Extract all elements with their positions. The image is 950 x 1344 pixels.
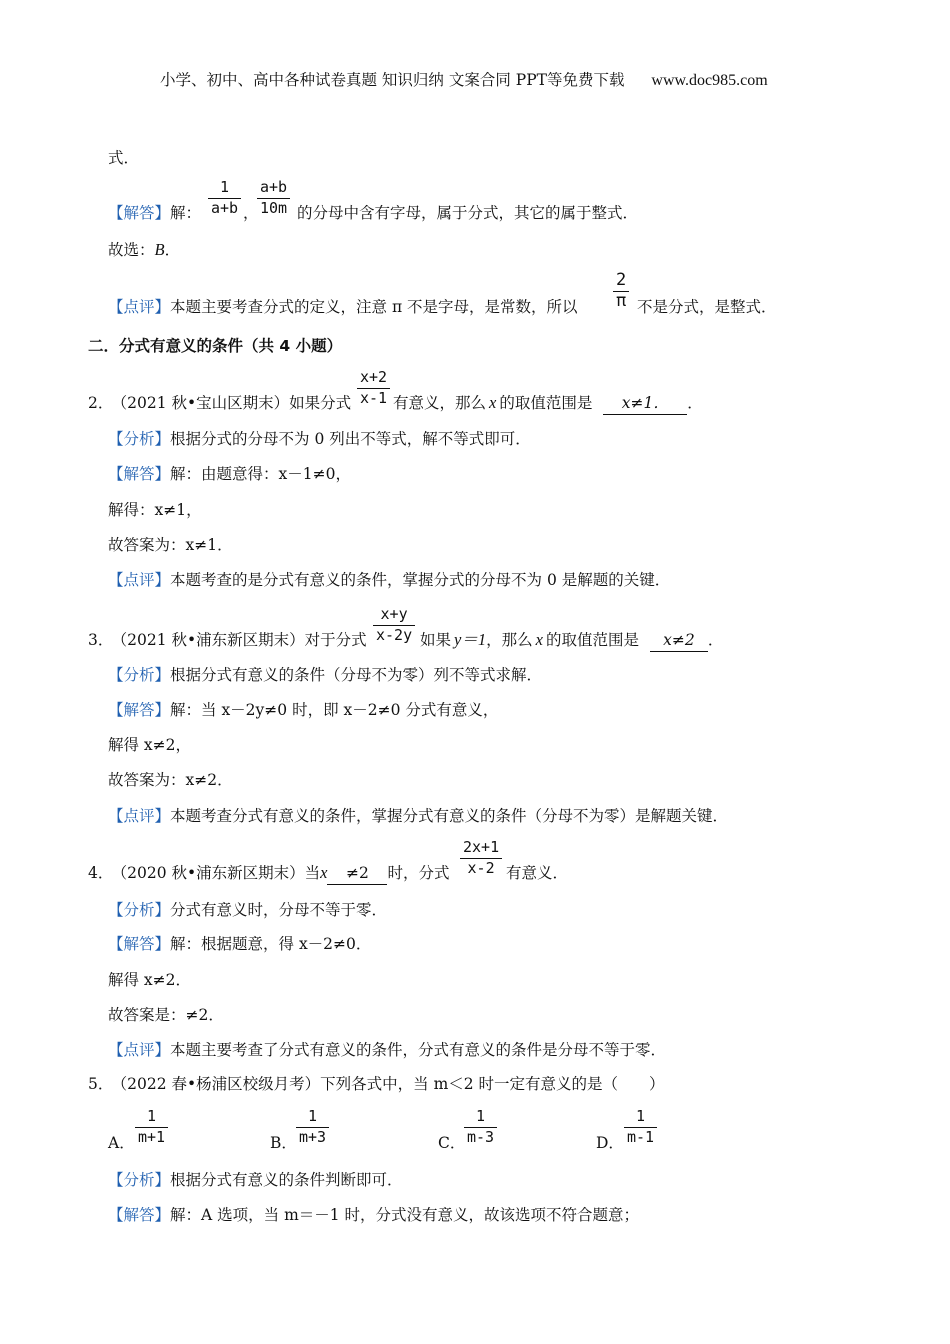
q4-blank-value: ≠2	[346, 864, 369, 882]
q3-end: ．	[707, 631, 724, 649]
choice-end: ．	[164, 241, 181, 259]
answer-text: 解：根据题意，得 x－2≠0．	[170, 935, 372, 953]
q2-analysis	[108, 429, 531, 449]
q4-answer-blank	[327, 863, 387, 885]
frac-num: 1	[636, 1107, 646, 1125]
review-tag: 【点评】	[108, 571, 171, 589]
q3-analysis	[108, 665, 542, 685]
review-suffix: 不是分式，是整式．	[637, 298, 777, 316]
choice-value: B	[154, 240, 165, 259]
frac-den: 10m	[260, 199, 288, 217]
q3-final: 故答案为：x≠2．	[108, 771, 233, 789]
answer-tag: 【解答】	[108, 701, 171, 719]
frac-den: m-1	[627, 1128, 655, 1146]
q4-var: x	[320, 863, 328, 882]
q4-prefix: （2020 秋•浦东新区期末）当	[119, 864, 321, 882]
q3-suffix3: 的取值范围是	[545, 631, 639, 649]
analysis-tag: 【分析】	[108, 901, 171, 919]
q5-text: （2022 春•杨浦区校级月考）下列各式中，当 m＜2 时一定有意义的是（ ）	[119, 1075, 665, 1093]
answer-text: 解：由题意得：x－1≠0，	[170, 465, 351, 483]
frac-num: 1	[220, 178, 230, 196]
review-text: 本题主要考查了分式有意义的条件，分式有意义的条件是分母不等于零．	[170, 1041, 667, 1059]
frac-num: 1	[476, 1107, 486, 1125]
frac-num: 2	[616, 270, 627, 290]
q2-question-rest	[393, 393, 703, 415]
frac-den: m-3	[467, 1128, 495, 1146]
fraction-2-over-pi	[613, 272, 629, 310]
frac-den: a+b	[211, 199, 239, 217]
q4-question-line	[88, 863, 450, 885]
analysis-text: 根据分式的分母不为 0 列出不等式，解不等式即可．	[170, 430, 531, 448]
review-prefix: 本题主要考查分式的定义，注意 π 不是字母，是常数，所以	[170, 298, 578, 316]
q2-question-line	[88, 393, 351, 413]
q2-blank-value: x≠1．	[621, 394, 669, 412]
review-text: 本题考查的是分式有意义的条件，掌握分式的分母不为 0 是解题的关键．	[170, 571, 671, 589]
analysis-tag: 【分析】	[108, 1171, 171, 1189]
q2-answer	[108, 464, 351, 484]
frac-num: a+b	[260, 178, 288, 196]
q3-solve: 解得 x≠2，	[108, 736, 192, 754]
q3-answer-blank	[650, 630, 708, 652]
q2-final: 故答案为：x≠1．	[108, 536, 233, 554]
answer-tag: 【解答】	[108, 204, 171, 222]
q4-solve: 解得 x≠2．	[108, 971, 192, 989]
q2-fraction	[357, 369, 390, 407]
header-text: 小学、初中、高中各种试卷真题 知识归纳 文案合同 PPT等免费下载	[160, 71, 625, 89]
q1-choice	[108, 240, 180, 260]
analysis-text: 根据分式有意义的条件（分母不为零）列不等式求解．	[170, 666, 543, 684]
q4-suffix: 有意义．	[506, 864, 569, 882]
choice-label: 故选：	[108, 241, 155, 259]
option-c-fraction[interactable]	[464, 1108, 497, 1146]
q3-question-line	[88, 630, 367, 650]
q3-var: x	[535, 630, 543, 649]
q4-answer	[108, 934, 371, 954]
q4-analysis	[108, 900, 387, 920]
q2-suffix: 有意义，那么	[393, 394, 487, 412]
q3-question-rest	[420, 630, 723, 652]
analysis-tag: 【分析】	[108, 666, 171, 684]
q5-number: 5．	[88, 1075, 114, 1093]
q5-question-line	[88, 1074, 665, 1094]
page-header	[160, 68, 768, 90]
q2-suffix2: 的取值范围是	[499, 394, 593, 412]
q2-solve: 解得：x≠1，	[108, 501, 202, 519]
frac-num: x+y	[380, 605, 408, 623]
answer-suffix: 的分母中含有字母，属于分式，其它的属于整式．	[297, 204, 639, 222]
frac-den: π	[616, 291, 627, 311]
answer-tag: 【解答】	[108, 935, 171, 953]
q2-answer-blank	[603, 393, 687, 415]
answer-text: 解：A 选项，当 m＝－1 时，分式没有意义，故该选项不符合题意；	[170, 1206, 640, 1224]
review-text: 本题考查分式有意义的条件，掌握分式有意义的条件（分母不为零）是解题关键．	[170, 807, 729, 825]
q1-answer-line	[108, 203, 201, 223]
q4-final: 故答案是：≠2．	[108, 1006, 224, 1024]
option-a-label[interactable]: A．	[108, 1134, 135, 1152]
comma: ，	[243, 204, 259, 222]
analysis-text: 根据分式有意义的条件判断即可．	[170, 1171, 403, 1189]
answer-tag: 【解答】	[108, 465, 171, 483]
section-title: 二．分式有意义的条件（共 4 小题）	[88, 337, 343, 355]
option-c-label[interactable]: C．	[438, 1134, 466, 1152]
frac-den: m+3	[299, 1128, 327, 1146]
option-a-fraction[interactable]	[135, 1108, 168, 1146]
header-url[interactable]: www.doc985.com	[651, 72, 768, 89]
fraction-1-over-a-plus-b	[208, 179, 241, 217]
option-b-fraction[interactable]	[296, 1108, 329, 1146]
q1-tail-text: 式．	[108, 149, 140, 167]
answer-text: 解：当 x－2y≠0 时，即 x－2≠0 分式有意义，	[170, 701, 499, 719]
q2-prefix: （2021 秋•宝山区期末）如果分式	[119, 394, 352, 412]
q3-answer	[108, 700, 498, 720]
q2-review	[108, 570, 670, 590]
q4-review	[108, 1040, 666, 1060]
q3-review	[108, 806, 728, 826]
frac-num: x+2	[360, 368, 388, 386]
review-tag: 【点评】	[108, 807, 171, 825]
q5-answer	[108, 1205, 639, 1225]
frac-num: 1	[308, 1107, 318, 1125]
frac-num: 2x+1	[463, 838, 500, 856]
q2-number: 2．	[88, 394, 114, 412]
q3-cond: y＝1	[454, 630, 487, 649]
answer-prefix: 解：	[170, 204, 202, 222]
answer-tag: 【解答】	[108, 1206, 171, 1224]
option-d-label[interactable]: D．	[596, 1134, 624, 1152]
frac-den: x-1	[360, 389, 388, 407]
q5-analysis	[108, 1170, 403, 1190]
analysis-text: 分式有意义时，分母不等于零．	[170, 901, 388, 919]
frac-den: x-2	[467, 859, 495, 877]
option-d-fraction[interactable]	[624, 1108, 657, 1146]
q3-blank-value: x≠2	[663, 631, 695, 649]
q2-end: ．	[687, 394, 703, 412]
q4-fraction	[460, 839, 502, 877]
frac-den: x-2y	[376, 626, 413, 644]
q4-mid: 时，分式	[387, 864, 450, 882]
review-tag: 【点评】	[108, 298, 171, 316]
option-b-label[interactable]: B．	[270, 1134, 297, 1152]
q2-var: x	[489, 393, 497, 412]
q3-suffix: 如果	[420, 631, 452, 649]
frac-num: 1	[147, 1107, 157, 1125]
analysis-tag: 【分析】	[108, 430, 171, 448]
q4-number: 4．	[88, 864, 114, 882]
q1-review-line	[108, 297, 578, 317]
frac-den: m+1	[138, 1128, 166, 1146]
review-tag: 【点评】	[108, 1041, 171, 1059]
fraction-a-plus-b-over-10m	[257, 179, 290, 217]
q3-prefix: （2021 秋•浦东新区期末）对于分式	[119, 631, 367, 649]
q3-suffix2: ，那么	[486, 631, 533, 649]
q3-number: 3．	[88, 631, 114, 649]
q3-fraction	[373, 606, 415, 644]
